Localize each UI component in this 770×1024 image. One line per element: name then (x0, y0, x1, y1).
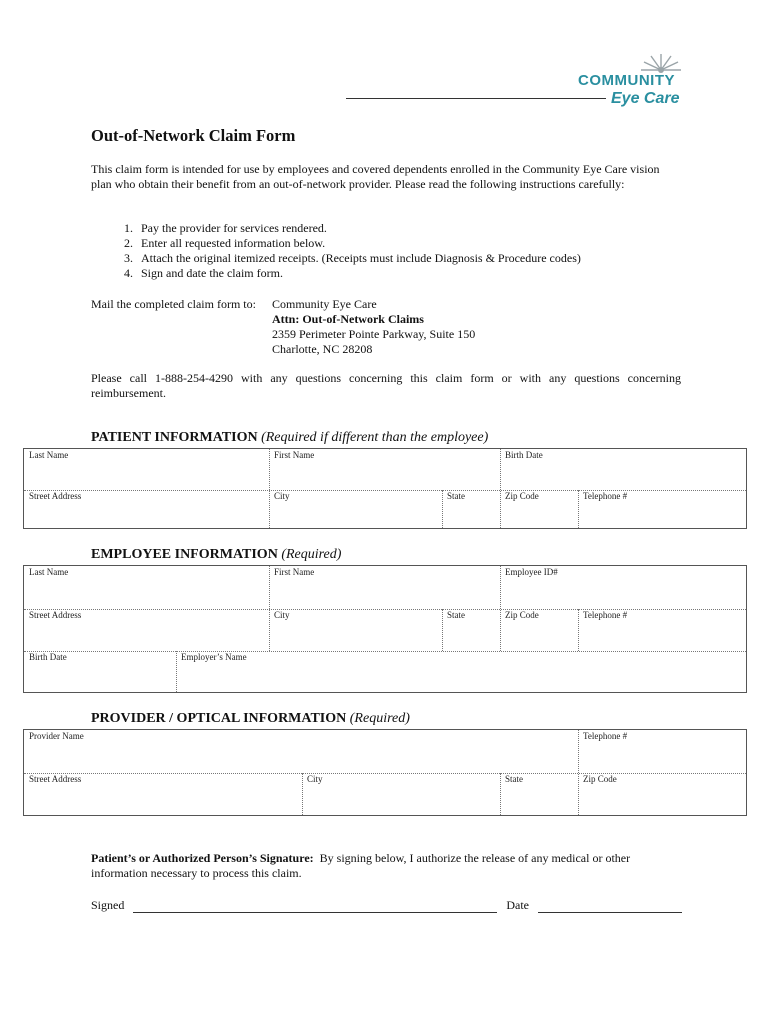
patient-section-title: PATIENT INFORMATION (Required if different than the employee) (91, 430, 489, 445)
employee-street-field[interactable]: Street Address (29, 610, 82, 620)
patient-zip-field[interactable]: Zip Code (505, 491, 539, 501)
instruction-list (91, 221, 681, 281)
patient-street-field[interactable]: Street Address (29, 491, 82, 501)
instruction-step: 4. Sign and date the claim form. (136, 266, 681, 281)
patient-first-name-field[interactable]: First Name (274, 450, 315, 460)
provider-phone-field[interactable]: Telephone # (583, 731, 628, 741)
intro-paragraph: This claim form is intended for use by employees and covered dependents enrolled in the Community Eye Care vision plan who obtain their benefit from an out-of-network provider. Please read the following instructions carefully: (91, 162, 660, 191)
logo-word-community: COMMUNITY (578, 72, 675, 89)
patient-state-field[interactable]: State (447, 491, 465, 501)
signature-paragraph (91, 851, 681, 881)
logo-rule (346, 98, 606, 99)
logo-word-eye-care: Eye Care (611, 90, 680, 107)
mail-label: Mail the completed claim form to: (91, 297, 256, 311)
provider-street-field[interactable]: Street Address (29, 774, 82, 784)
mail-line-3: 2359 Perimeter Pointe Parkway, Suite 150 (272, 327, 476, 341)
employee-first-name-field[interactable]: First Name (274, 567, 315, 577)
mail-line-4: Charlotte, NC 28208 (272, 342, 373, 356)
patient-city-field[interactable]: City (274, 491, 290, 501)
employee-phone-field[interactable]: Telephone # (583, 610, 628, 620)
patient-last-name-field[interactable]: Last Name (29, 450, 69, 460)
patient-birth-date-field[interactable]: Birth Date (505, 450, 543, 460)
signature-text: By signing below, I authorize the release of any medical or other information necessary to process this claim. (91, 851, 631, 880)
employee-zip-field[interactable]: Zip Code (505, 610, 539, 620)
employer-name-field[interactable]: Employer’s Name (181, 652, 247, 662)
provider-zip-field[interactable]: Zip Code (583, 774, 617, 784)
instruction-step: 2. Enter all requested information below. (136, 236, 681, 251)
provider-info-box (23, 729, 747, 816)
provider-state-field[interactable]: State (505, 774, 523, 784)
instruction-step: 1. Pay the provider for services rendered. (136, 221, 681, 236)
patient-phone-field[interactable]: Telephone # (583, 491, 628, 501)
instruction-step: 3. Attach the original itemized receipts. (Receipts must include Diagnosis & Procedure codes) (136, 251, 681, 266)
employee-city-field[interactable]: City (274, 610, 290, 620)
employee-id-field[interactable]: Employee ID# (505, 567, 558, 577)
employee-section-title: EMPLOYEE INFORMATION (Required) (91, 547, 342, 562)
community-eye-care-logo (576, 50, 686, 112)
date-label: Date (506, 898, 529, 912)
employee-birth-date-field[interactable]: Birth Date (29, 652, 67, 662)
call-paragraph: Please call 1-888-254-4290 with any questions concerning this claim form or with any questions concerning reimbursement. (91, 371, 681, 400)
provider-section-title: PROVIDER / OPTICAL INFORMATION (Required) (91, 711, 410, 726)
employee-last-name-field[interactable]: Last Name (29, 567, 69, 577)
signature-line[interactable] (133, 900, 497, 913)
mail-line-2: Attn: Out-of-Network Claims (272, 312, 424, 326)
provider-city-field[interactable]: City (307, 774, 323, 784)
employee-info-box (23, 565, 747, 693)
provider-name-field[interactable]: Provider Name (29, 731, 84, 741)
mail-line-1: Community Eye Care (272, 297, 377, 311)
page-title: Out-of-Network Claim Form (91, 126, 296, 145)
signature-row (91, 898, 682, 913)
date-line[interactable] (538, 900, 682, 913)
patient-info-box (23, 448, 747, 529)
signature-label: Patient’s or Authorized Person’s Signature: (91, 851, 314, 865)
signed-label: Signed (91, 898, 125, 912)
employee-state-field[interactable]: State (447, 610, 465, 620)
mail-address (272, 297, 475, 357)
